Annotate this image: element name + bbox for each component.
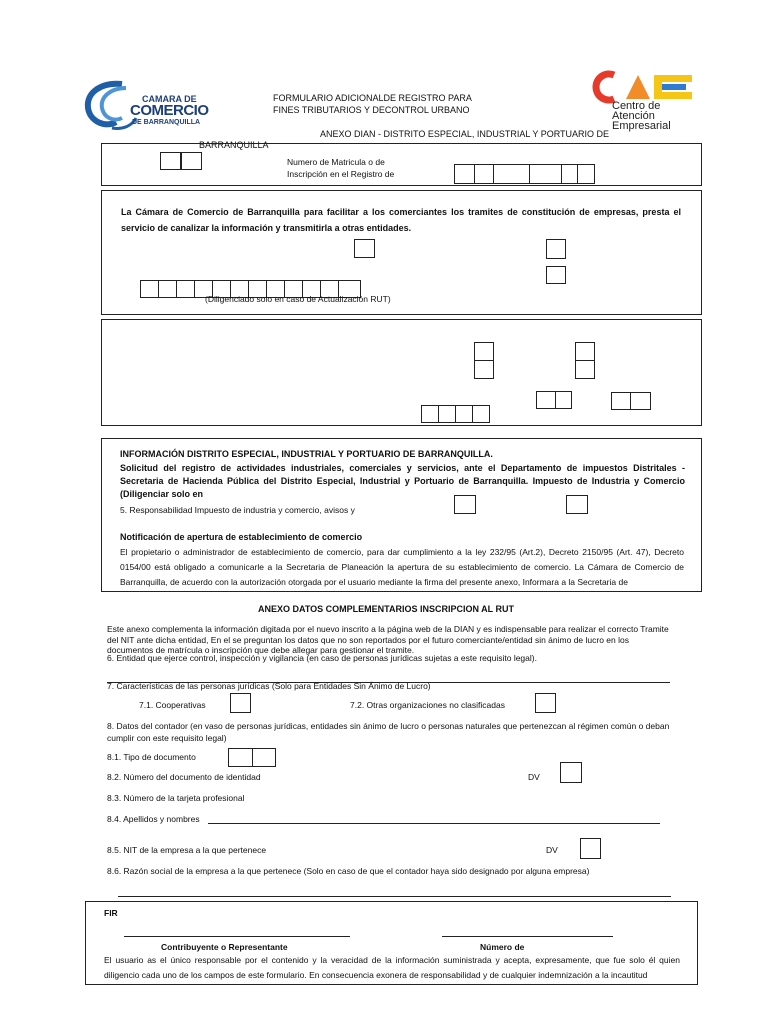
rut-inscription-checkbox[interactable]: [354, 239, 375, 258]
item5-label: 5. Responsabilidad Impuesto de industria y comercio, avisos y: [120, 505, 355, 515]
form-title-line1: FORMULARIO ADICIONALDE REGISTRO PARA: [273, 93, 472, 103]
dv-label-2: DV: [546, 845, 558, 855]
rut-detail-checkbox-1a[interactable]: [474, 342, 494, 362]
rut-update-checkbox[interactable]: [546, 239, 566, 259]
rut-detail-checkbox-2a[interactable]: [575, 342, 595, 362]
disclaimer-clip: [104, 953, 680, 980]
matricula-digit-3[interactable]: [493, 164, 530, 184]
signature-label-right: Número de: [480, 942, 525, 952]
rut-detail-cell-4[interactable]: [472, 405, 490, 423]
matricula-digit-4[interactable]: [529, 164, 562, 184]
rut-annex-intro: Este anexo complementa la información digitada por el nuevo inscrito a la página web de la DIAN y es indispensable para realizar el correcto Tramite del NIT ante dicha entidad, En el se preguntan los datos que no son reportados por el futuro comerciante/entidad sin ánimo de lucro en los documentos de matrícula o inscripción que debe allegar para gestionar el tramite.: [107, 624, 669, 655]
item82-label: 8.2. Número del documento de identidad: [107, 772, 261, 782]
apellidos-nombres-line[interactable]: [208, 823, 660, 824]
item85-label: 8.5. NIT de la empresa a la que pertenece: [107, 845, 267, 855]
chamber-logo: [82, 78, 212, 134]
chamber-logo-line2: COMERCIO: [130, 102, 209, 119]
item84-label: 8.4. Apellidos y nombres: [107, 814, 200, 824]
rut-update-note: (Diligenciado solo en caso de Actualización RUT): [205, 294, 391, 304]
matricula-digit-5[interactable]: [561, 164, 578, 184]
rut-detail-cell-1[interactable]: [421, 405, 439, 423]
item72-label: 7.2. Otras organizaciones no clasificadas: [350, 700, 505, 710]
razon-social-line[interactable]: [118, 896, 671, 897]
chamber-logo-line3: DE BARRANQUILLA: [132, 119, 201, 126]
signature-labels-clip: [104, 940, 684, 952]
doc-type-cell-1[interactable]: [228, 748, 253, 767]
rut-detail-cell-5[interactable]: [536, 391, 556, 409]
matricula-digit-1[interactable]: [454, 164, 475, 184]
rut-annex-title: ANEXO DATOS COMPLEMENTARIOS INSCRIPCION AL RUT: [258, 604, 515, 614]
cae-logo-line2: Atención: [612, 110, 655, 122]
chamber-logo-line1: CAMARA DE: [142, 94, 197, 104]
rut-detail-cell-7[interactable]: [611, 392, 631, 410]
annex-title: ANEXO DIAN - DISTRITO ESPECIAL, INDUSTRIAL Y PORTUARIO DE: [320, 129, 610, 139]
rut-detail-cell-3[interactable]: [455, 405, 473, 423]
fir-label: FIR: [104, 908, 118, 918]
notification-text-clip: [120, 545, 684, 591]
cooperativas-checkbox[interactable]: [230, 693, 251, 713]
item6-label: 6. Entidad que ejerce control, inspección y vigilancia (en caso de personas jurídicas sujetas a este requisito legal).: [107, 653, 537, 663]
nit-digit-1[interactable]: [140, 280, 159, 298]
disclaimer-text: El usuario as el único responsable por el contenido y la veracidad de la información suministrada y acepta, expresamente, que fue solo él quien diligencio cada uno de los campos de este formulario. En consecuencia exonera de responsabilidad y de cualquier indemnización a la incautitud: [104, 955, 680, 980]
distrito-subtitle: Solicitud del registro de actividades industriales, comerciales y servicios, ante el Departamento de impuestos Distritales - Secretaria de Hacienda Pública del Distrito Especial, Industrial y Portuario de Barranquilla. Impuesto de Industria y Comercio (Diligenciar solo en: [120, 463, 685, 499]
rut-detail-cell-2[interactable]: [438, 405, 456, 423]
dv-field-1[interactable]: [560, 762, 582, 783]
nit-digit-3[interactable]: [176, 280, 195, 298]
matricula-digit-6[interactable]: [577, 164, 595, 184]
cae-logo-line1: Centro de: [612, 100, 661, 112]
matricula-label-line1: Numero de Matricula o de: [287, 157, 385, 167]
rut-detail-checkbox-1b[interactable]: [474, 360, 494, 379]
matricula-label-line2: Inscripción en el Registro de: [287, 169, 395, 179]
rut-other-checkbox[interactable]: [546, 266, 566, 284]
dian-intro: La Cámara de Comercio de Barranquilla para facilitar a los comerciantes los tramites de constitución de empresas, presta el servicio de canalizar la información y transmitirla a otras entidades.: [121, 207, 681, 233]
signature-label-left: Contribuyente o Representante: [161, 942, 288, 952]
cae-logo: [596, 72, 696, 132]
rut-detail-cell-6[interactable]: [555, 391, 572, 409]
otras-organizaciones-checkbox[interactable]: [535, 693, 556, 713]
item8-label: 8. Datos del contador (en vaso de personas jurídicas, entidades sin ánimo de lucro o personas naturales que pertenezcan al régimen común o deban cumplir con este requisito legal): [107, 721, 670, 743]
annex-title-cont: BARRANQUILLA: [199, 140, 269, 150]
ica-responsible-checkbox[interactable]: [454, 495, 476, 514]
nit-digit-2[interactable]: [158, 280, 177, 298]
signature-line-left[interactable]: [124, 936, 350, 937]
item7-label: 7. Características de las personas jurídicas (Solo para Entidades Sin Ánimo de Lucro): [107, 681, 431, 691]
fir-clip: [104, 906, 134, 918]
signature-line-right[interactable]: [442, 936, 613, 937]
rut-detail-checkbox-2b[interactable]: [575, 360, 595, 379]
ica-avisos-checkbox[interactable]: [566, 495, 588, 514]
notification-text: El propietario o administrador de establecimiento de comercio, para dar cumplimiento a la ley 232/95 (Art.2), Decreto 2150/95 (Art. 47), Decreto 0154/00 está obligado a comunicarle a la Secretaria de Planeación la apertura de su establecimiento de comercio. La Cámara de Comercio de Barranquilla, de acuerdo con la autorización otorgada por el usuario mediante la firma del presente anexo, Informara a la Secretaria de: [120, 547, 684, 587]
item81-label: 8.1. Tipo de documento: [107, 752, 196, 762]
cae-mark-icon: [596, 72, 696, 102]
item71-label: 7.1. Cooperativas: [139, 700, 206, 710]
item86-label: 8.6. Razón social de la empresa a la que pertenece (Solo en caso de que el contador haya sido designado por alguna empresa): [107, 866, 590, 876]
dv-label-1: DV: [528, 772, 540, 782]
matricula-digit-2[interactable]: [474, 164, 494, 184]
matricula-label: [287, 156, 427, 180]
rut-detail-cell-8[interactable]: [630, 392, 651, 410]
form-title-line2: FINES TRIBUTARIOS Y DECONTROL URBANO: [273, 105, 470, 115]
item83-label: 8.3. Número de la tarjeta profesional: [107, 793, 245, 803]
matricula-checkbox-2[interactable]: [181, 152, 202, 170]
cae-logo-line3: Empresarial: [612, 120, 671, 132]
distrito-title: INFORMACIÓN DISTRITO ESPECIAL, INDUSTRIAL Y PORTUARIO DE BARRANQUILLA.: [120, 449, 493, 459]
matricula-checkbox-1[interactable]: [160, 152, 181, 170]
notification-title: Notificación de apertura de establecimiento de comercio: [120, 532, 363, 542]
doc-type-cell-2[interactable]: [252, 748, 276, 767]
dv-field-2[interactable]: [580, 838, 601, 859]
distrito-subtitle-clip: [120, 462, 685, 499]
